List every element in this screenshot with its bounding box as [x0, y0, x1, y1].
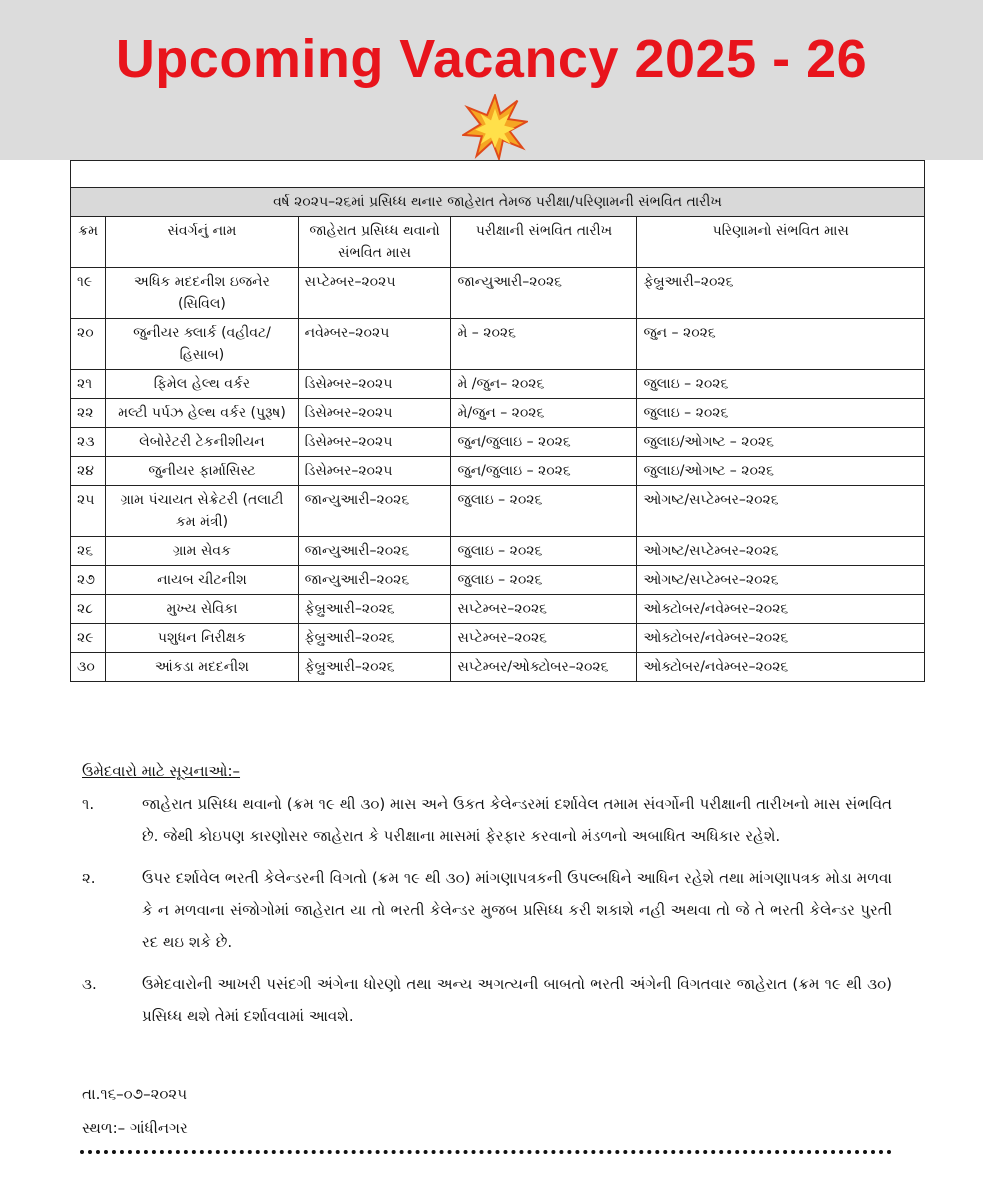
- exam-date-cell: સપ્ટેમ્બર–૨૦૨૬: [451, 624, 637, 653]
- cadre-name-cell: નાયબ ચીટનીશ: [106, 566, 298, 595]
- instruction-number: ૨.: [82, 869, 96, 887]
- table-row: [71, 537, 925, 566]
- result-month-cell: જુન – ૨૦૨૬: [637, 319, 925, 370]
- page-title: Upcoming Vacancy 2025 - 26: [115, 29, 868, 89]
- cadre-name-cell: લેબોરેટરી ટેકનીશીયન: [106, 428, 298, 457]
- advertisement-month-cell: ફેબ્રુઆરી–૨૦૨૬: [298, 595, 451, 624]
- header-exam-date: પરીક્ષાની સંભવિત તારીખ: [451, 217, 637, 268]
- serial-cell: ૨૫: [71, 486, 106, 537]
- instructions-section: [82, 762, 892, 1042]
- collision-burst-icon: [462, 94, 528, 160]
- cadre-name-cell: પશુધન નિરીક્ષક: [106, 624, 298, 653]
- exam-date-cell: જુન/જુલાઇ – ૨૦૨૬: [451, 457, 637, 486]
- serial-cell: ૨૭: [71, 566, 106, 595]
- table-row: [71, 319, 925, 370]
- document-date: તા.૧૬–૦૭–૨૦૨૫: [82, 1085, 188, 1103]
- table-row: [71, 370, 925, 399]
- result-month-cell: જુલાઇ – ૨૦૨૬: [637, 399, 925, 428]
- advertisement-month-cell: જાન્યુઆરી–૨૦૨૬: [298, 486, 451, 537]
- document-place: સ્થળ:– ગાંધીનગર: [82, 1119, 188, 1137]
- cadre-name-cell: જુનીયર ક્લાર્ક (વહીવટ/હિસાબ): [106, 319, 298, 370]
- header-advertisement-month: જાહેરાત પ્રસિધ્ધ થવાનો સંભવિત માસ: [298, 217, 451, 268]
- advertisement-month-cell: ફેબ્રુઆરી–૨૦૨૬: [298, 624, 451, 653]
- instruction-text: જાહેરાત પ્રસિધ્ધ થવાનો (ક્રમ ૧૯ થી ૩૦) માસ અને ઉકત કેલેન્ડરમાં દર્શાવેલ તમામ સંવર્ગોની પરીક્ષાની તારીખનો માસ સંભવિત છે. જેથી કોઇપણ કારણોસર જાહેરાત કે પરીક્ષાના માસમાં ફેરફાર કરવાનો મંડળનો અબાધિત અધિકાર રહેશે.: [142, 795, 892, 845]
- table-row: [71, 595, 925, 624]
- result-month-cell: ઓગષ્ટ/સપ્ટેમ્બર–૨૦૨૬: [637, 537, 925, 566]
- banner: [0, 0, 983, 160]
- advertisement-month-cell: ડિસેમ્બર–૨૦૨૫: [298, 428, 451, 457]
- table-row: [71, 399, 925, 428]
- instructions-title: ઉમેદવારો માટે સૂચનાઓ:–: [82, 762, 241, 780]
- exam-date-cell: મે /જુન– ૨૦૨૬: [451, 370, 637, 399]
- table-row: [71, 566, 925, 595]
- result-month-cell: ઓક્ટોબર/નવેમ્બર–૨૦૨૬: [637, 595, 925, 624]
- result-month-cell: ઓગષ્ટ/સપ્ટેમ્બર–૨૦૨૬: [637, 566, 925, 595]
- table-caption: વર્ષ ૨૦૨૫–૨૬માં પ્રસિધ્ધ થનાર જાહેરાત તેમજ પરીક્ષા/પરિણામની સંભવિત તારીખ: [71, 188, 925, 217]
- serial-cell: ૨૦: [71, 319, 106, 370]
- cadre-name-cell: આંકડા મદદનીશ: [106, 653, 298, 682]
- instruction-item: [82, 968, 892, 1032]
- instruction-number: ૩.: [82, 975, 97, 993]
- recruitment-calendar-table: [70, 160, 925, 682]
- cadre-name-cell: ગ્રામ સેવક: [106, 537, 298, 566]
- table-row: [71, 428, 925, 457]
- table-row: [71, 457, 925, 486]
- blank-row: [71, 161, 925, 188]
- exam-date-cell: મે – ૨૦૨૬: [451, 319, 637, 370]
- exam-date-cell: સપ્ટેમ્બર–૨૦૨૬: [451, 595, 637, 624]
- cadre-name-cell: ગ્રામ પંચાયત સેક્રેટરી (તલાટી કમ મંત્રી): [106, 486, 298, 537]
- table-row: [71, 624, 925, 653]
- instruction-item: [82, 862, 892, 958]
- header-serial: ક્રમ: [71, 217, 106, 268]
- cadre-name-cell: મુખ્ય સેવિકા: [106, 595, 298, 624]
- exam-date-cell: જાન્યુઆરી–૨૦૨૬: [451, 268, 637, 319]
- advertisement-month-cell: ફેબ્રુઆરી–૨૦૨૬: [298, 653, 451, 682]
- advertisement-month-cell: ડિસેમ્બર–૨૦૨૫: [298, 399, 451, 428]
- result-month-cell: જુલાઇ/ઓગષ્ટ – ૨૦૨૬: [637, 428, 925, 457]
- serial-cell: ૧૯: [71, 268, 106, 319]
- instruction-item: [82, 788, 892, 852]
- header-result-month: પરિણામનો સંભવિત માસ: [637, 217, 925, 268]
- serial-cell: ૨૯: [71, 624, 106, 653]
- exam-date-cell: જુન/જુલાઇ – ૨૦૨૬: [451, 428, 637, 457]
- header-cadre-name: સંવર્ગનું નામ: [106, 217, 298, 268]
- advertisement-month-cell: જાન્યુઆરી–૨૦૨૬: [298, 537, 451, 566]
- table-row: [71, 653, 925, 682]
- cadre-name-cell: ફિમેલ હેલ્થ વર્કર: [106, 370, 298, 399]
- advertisement-month-cell: ડિસેમ્બર–૨૦૨૫: [298, 370, 451, 399]
- serial-cell: ૨૬: [71, 537, 106, 566]
- advertisement-month-cell: ડિસેમ્બર–૨૦૨૫: [298, 457, 451, 486]
- cadre-name-cell: અધિક મદદનીશ ઇજનેર (સિવિલ): [106, 268, 298, 319]
- table-row: [71, 268, 925, 319]
- cadre-name-cell: મલ્ટી પર્પઝ હેલ્થ વર્કર (પુરૂષ): [106, 399, 298, 428]
- serial-cell: ૨૩: [71, 428, 106, 457]
- exam-date-cell: મે/જુન – ૨૦૨૬: [451, 399, 637, 428]
- result-month-cell: ઓગષ્ટ/સપ્ટેમ્બર–૨૦૨૬: [637, 486, 925, 537]
- table-row: [71, 486, 925, 537]
- exam-date-cell: જુલાઇ – ૨૦૨૬: [451, 566, 637, 595]
- serial-cell: ૩૦: [71, 653, 106, 682]
- result-month-cell: ફેબ્રુઆરી–૨૦૨૬: [637, 268, 925, 319]
- exam-date-cell: સપ્ટેમ્બર/ઓક્ટોબર–૨૦૨૬: [451, 653, 637, 682]
- result-month-cell: જુલાઇ – ૨૦૨૬: [637, 370, 925, 399]
- advertisement-month-cell: જાન્યુઆરી–૨૦૨૬: [298, 566, 451, 595]
- result-month-cell: ઓક્ટોબર/નવેમ્બર–૨૦૨૬: [637, 624, 925, 653]
- instruction-text: ઉમેદવારોની આખરી પસંદગી અંગેના ધોરણો તથા અન્ય અગત્યની બાબતો ભરતી અંગેની વિગતવાર જાહેરાત (ક્રમ ૧૯ થી ૩૦) પ્રસિધ્ધ થશે તેમાં દર્શાવવામાં આવશે.: [142, 975, 892, 1025]
- result-month-cell: જુલાઇ/ઓગષ્ટ – ૨૦૨૬: [637, 457, 925, 486]
- dotted-divider: [80, 1150, 892, 1154]
- serial-cell: ૨૮: [71, 595, 106, 624]
- exam-date-cell: જુલાઇ – ૨૦૨૬: [451, 537, 637, 566]
- serial-cell: ૨૧: [71, 370, 106, 399]
- result-month-cell: ઓક્ટોબર/નવેમ્બર–૨૦૨૬: [637, 653, 925, 682]
- exam-date-cell: જુલાઇ – ૨૦૨૬: [451, 486, 637, 537]
- serial-cell: ૨૪: [71, 457, 106, 486]
- advertisement-month-cell: સપ્ટેમ્બર–૨૦૨૫: [298, 268, 451, 319]
- instruction-text: ઉપર દર્શાવેલ ભરતી કેલેન્ડરની વિગતો (ક્રમ ૧૯ થી ૩૦) માંગણાપત્રકની ઉપલ્બધિને આધિન રહેશે તથા માંગણાપત્રક મોડા મળવા કે ન મળવાના સંજોગોમાં જાહેરાત યા તો ભરતી કેલેન્ડર મુજબ પ્રસિધ્ધ કરી શકાશે નહી અથવા તો જે તે ભરતી કેલેન્ડર પુરતી રદ થઇ શકે છે.: [142, 869, 892, 951]
- advertisement-month-cell: નવેમ્બર–૨૦૨૫: [298, 319, 451, 370]
- cadre-name-cell: જુનીયર ફાર્માસિસ્ટ: [106, 457, 298, 486]
- serial-cell: ૨૨: [71, 399, 106, 428]
- instruction-number: ૧.: [82, 795, 95, 813]
